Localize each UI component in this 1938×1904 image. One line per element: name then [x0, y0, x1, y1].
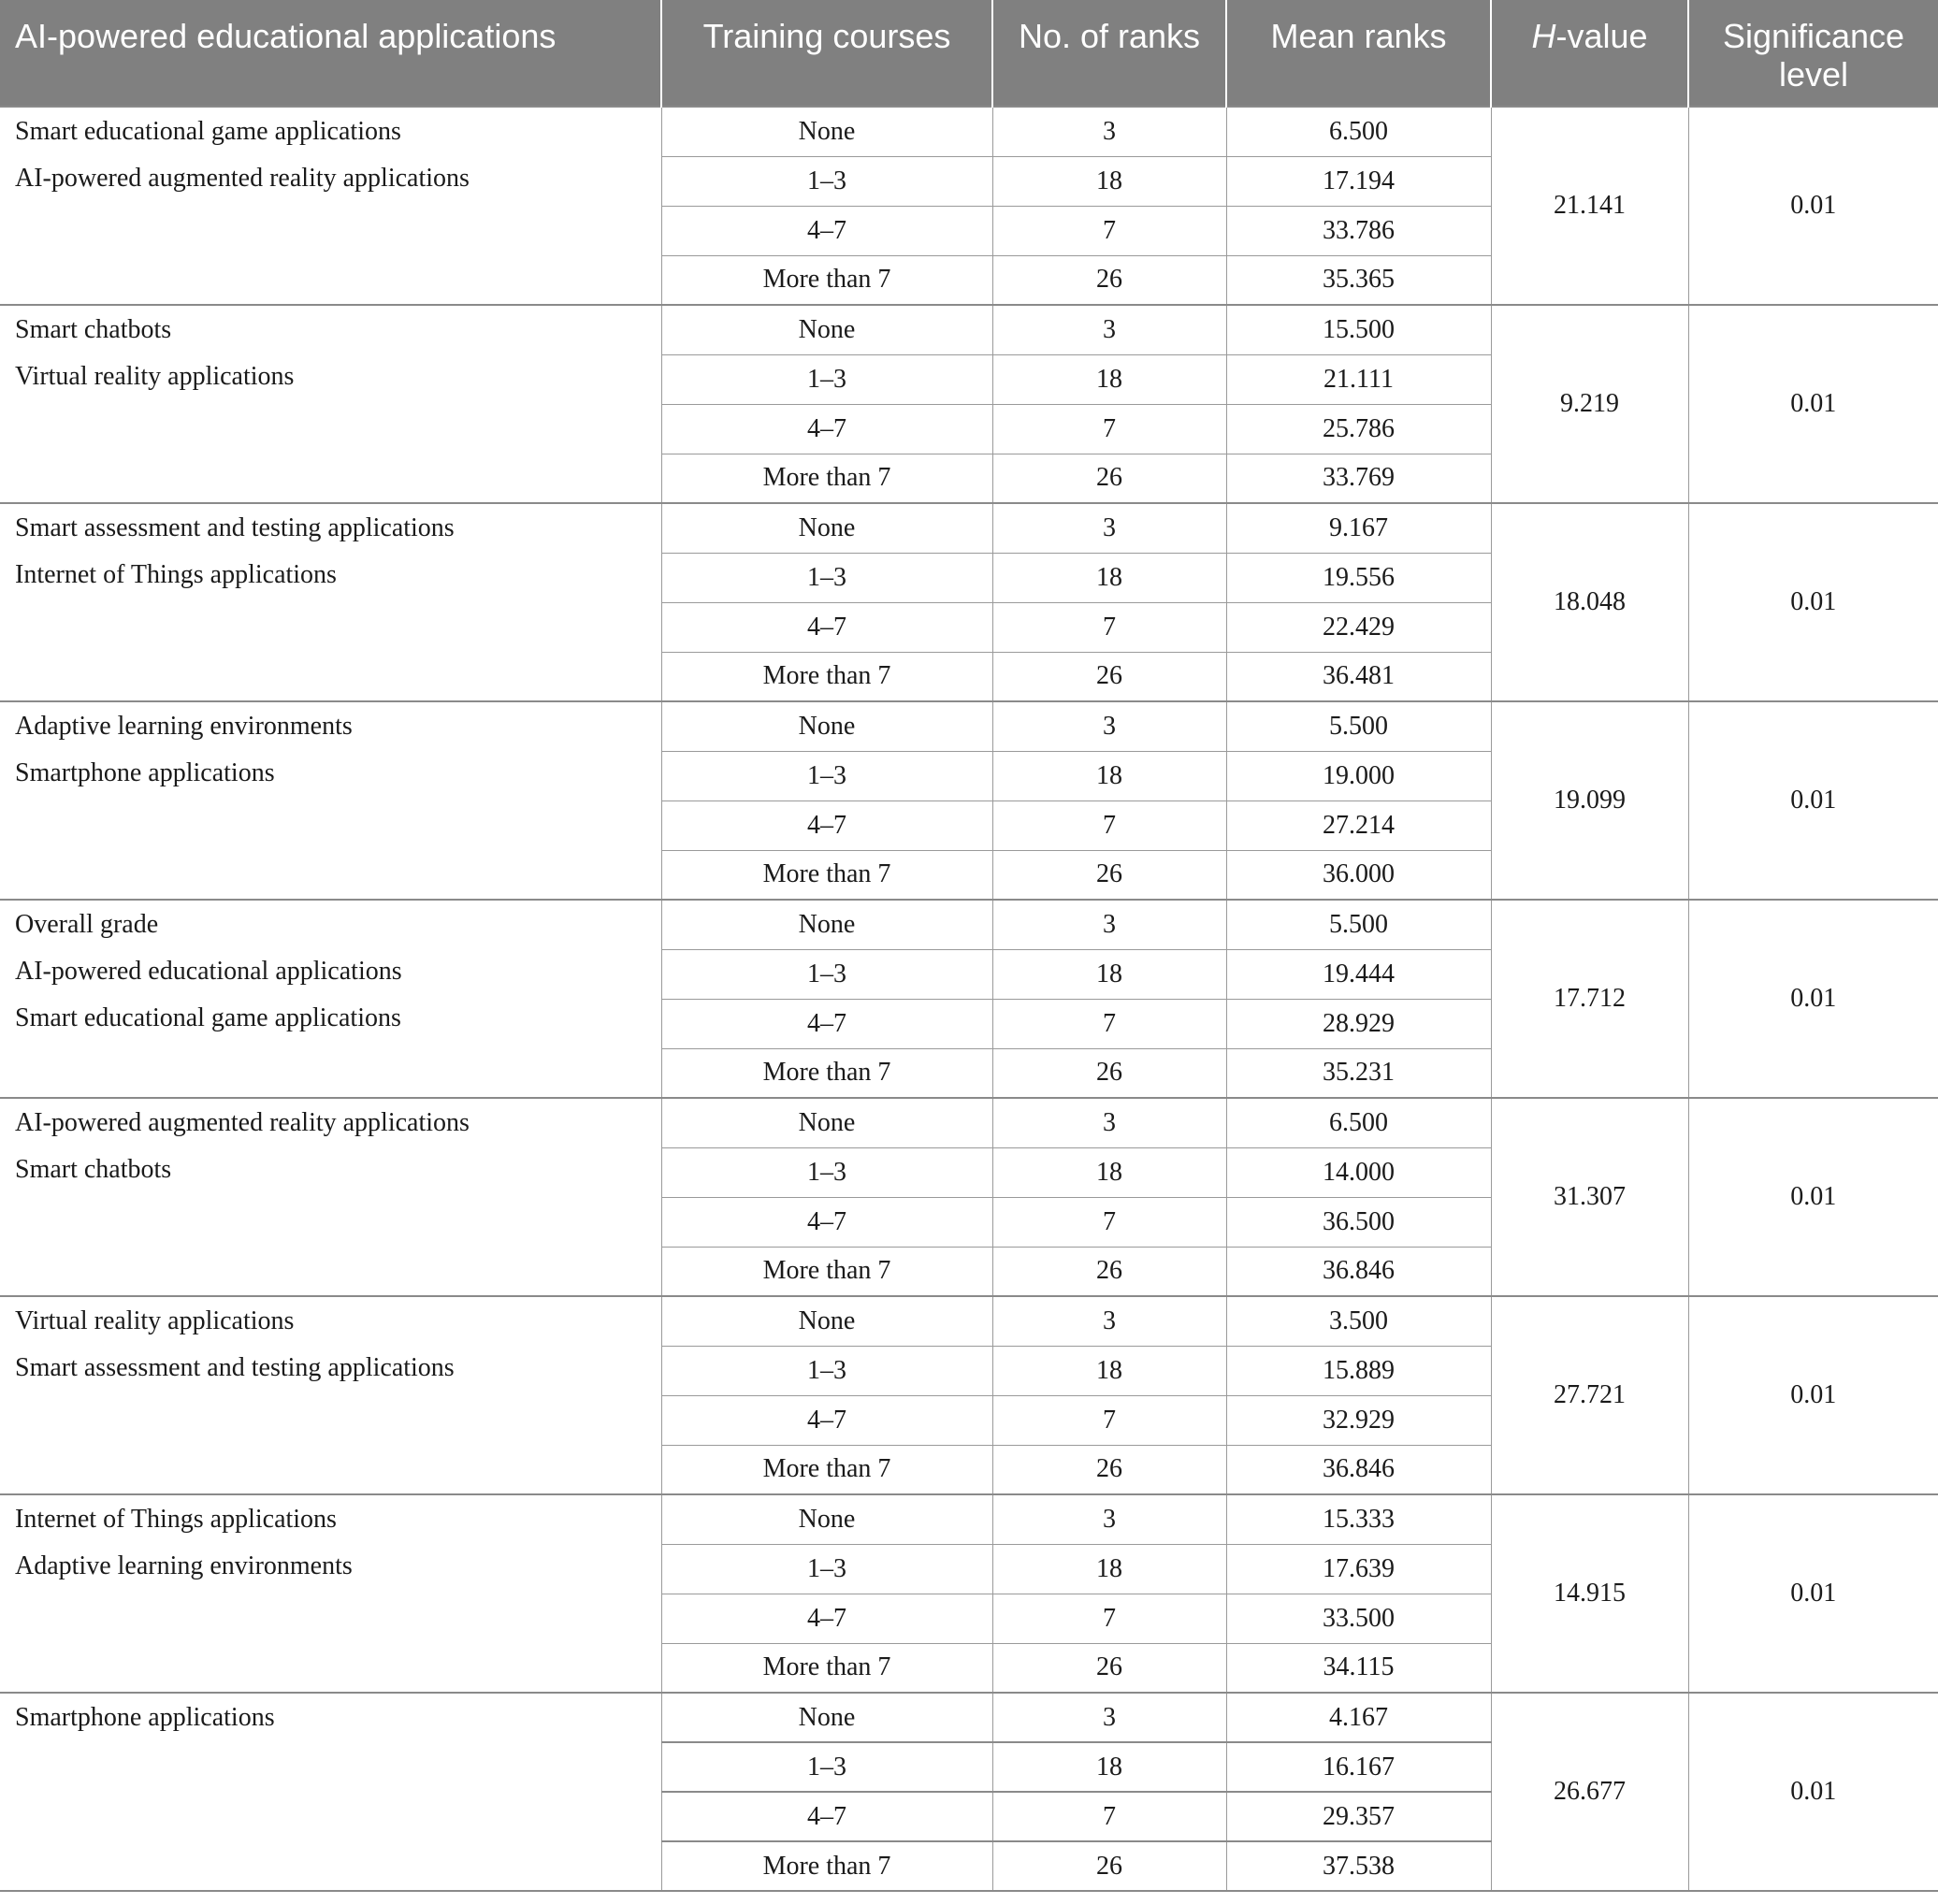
table-row	[0, 107, 1938, 156]
h-value-cell: 26.677	[1491, 1693, 1688, 1891]
no-of-ranks-cell: 18	[992, 1544, 1226, 1594]
mean-rank-cell: 33.500	[1226, 1594, 1491, 1643]
no-of-ranks-cell: 26	[992, 1643, 1226, 1693]
h-value-cell: 14.915	[1491, 1494, 1688, 1693]
header-significance-level	[1688, 0, 1938, 107]
application-cell	[0, 701, 661, 900]
training-course-cell: 1–3	[661, 949, 992, 999]
application-cell	[0, 503, 661, 701]
mean-rank-cell: 19.556	[1226, 553, 1491, 602]
no-of-ranks-cell: 3	[992, 900, 1226, 949]
training-course-cell: None	[661, 305, 992, 354]
mean-rank-cell: 17.194	[1226, 156, 1491, 206]
h-value-cell: 27.721	[1491, 1296, 1688, 1494]
application-name: AI-powered augmented reality applications	[15, 164, 470, 193]
application-cell	[0, 1098, 661, 1296]
no-of-ranks-cell: 26	[992, 1048, 1226, 1098]
header-mean-ranks: Mean ranks	[1226, 0, 1491, 107]
no-of-ranks-cell: 7	[992, 206, 1226, 255]
no-of-ranks-cell: 3	[992, 1494, 1226, 1544]
no-of-ranks-cell: 26	[992, 1445, 1226, 1494]
application-name: Smart chatbots	[15, 1155, 172, 1184]
training-course-cell: None	[661, 107, 992, 156]
application-name: Overall grade	[15, 910, 159, 939]
training-course-cell: 4–7	[661, 206, 992, 255]
table-row	[0, 305, 1938, 354]
h-value-cell: 9.219	[1491, 305, 1688, 503]
training-course-cell: 1–3	[661, 1346, 992, 1395]
mean-rank-cell: 28.929	[1226, 999, 1491, 1048]
mean-rank-cell: 9.167	[1226, 503, 1491, 553]
no-of-ranks-cell: 7	[992, 999, 1226, 1048]
training-course-cell: 4–7	[661, 999, 992, 1048]
mean-rank-cell: 15.333	[1226, 1494, 1491, 1544]
training-course-cell: 4–7	[661, 1594, 992, 1643]
training-course-cell: 1–3	[661, 751, 992, 801]
mean-rank-cell: 27.214	[1226, 801, 1491, 850]
no-of-ranks-cell: 3	[992, 305, 1226, 354]
mean-rank-cell: 34.115	[1226, 1643, 1491, 1693]
significance-cell: 0.01	[1688, 1296, 1938, 1494]
table-row	[0, 503, 1938, 553]
significance-cell: 0.01	[1688, 1693, 1938, 1891]
significance-cell: 0.01	[1688, 900, 1938, 1098]
table-row	[0, 1296, 1938, 1346]
application-name: Smart assessment and testing applications	[15, 1353, 455, 1382]
header-no-of-ranks: No. of ranks	[992, 0, 1226, 107]
mean-rank-cell: 35.365	[1226, 255, 1491, 305]
significance-cell: 0.01	[1688, 503, 1938, 701]
application-name: Smart assessment and testing applications	[15, 513, 455, 542]
mean-rank-cell: 19.444	[1226, 949, 1491, 999]
training-course-cell: More than 7	[661, 255, 992, 305]
no-of-ranks-cell: 7	[992, 1792, 1226, 1841]
no-of-ranks-cell: 18	[992, 156, 1226, 206]
no-of-ranks-cell: 18	[992, 553, 1226, 602]
training-course-cell: 1–3	[661, 156, 992, 206]
mean-rank-cell: 5.500	[1226, 701, 1491, 751]
no-of-ranks-cell: 18	[992, 1346, 1226, 1395]
no-of-ranks-cell: 26	[992, 454, 1226, 503]
training-course-cell: More than 7	[661, 1643, 992, 1693]
mean-rank-cell: 36.481	[1226, 652, 1491, 701]
no-of-ranks-cell: 7	[992, 801, 1226, 850]
header-training-courses: Training courses	[661, 0, 992, 107]
training-course-cell: None	[661, 1296, 992, 1346]
training-course-cell: More than 7	[661, 850, 992, 900]
no-of-ranks-cell: 18	[992, 1147, 1226, 1197]
mean-rank-cell: 35.231	[1226, 1048, 1491, 1098]
training-course-cell: None	[661, 701, 992, 751]
table-row	[0, 1098, 1938, 1147]
application-name: Smart educational game applications	[15, 117, 401, 146]
table-row	[0, 1693, 1938, 1742]
mean-rank-cell: 19.000	[1226, 751, 1491, 801]
training-course-cell: 1–3	[661, 1742, 992, 1792]
table-row	[0, 1494, 1938, 1544]
training-course-cell: None	[661, 1494, 992, 1544]
application-name: Adaptive learning environments	[15, 712, 353, 741]
application-name: AI-powered augmented reality applications	[15, 1108, 470, 1137]
header-h-value	[1491, 0, 1688, 107]
no-of-ranks-cell: 3	[992, 1296, 1226, 1346]
header-row	[0, 0, 1938, 107]
h-value-cell: 31.307	[1491, 1098, 1688, 1296]
application-name: Internet of Things applications	[15, 1505, 337, 1534]
mean-rank-cell: 21.111	[1226, 354, 1491, 404]
header-sig-line2: level	[1778, 55, 1849, 94]
no-of-ranks-cell: 26	[992, 652, 1226, 701]
training-course-cell: 4–7	[661, 404, 992, 454]
h-value-cell: 18.048	[1491, 503, 1688, 701]
no-of-ranks-cell: 3	[992, 1693, 1226, 1742]
mean-rank-cell: 37.538	[1226, 1841, 1491, 1891]
no-of-ranks-cell: 3	[992, 107, 1226, 156]
training-course-cell: More than 7	[661, 1445, 992, 1494]
training-course-cell: 4–7	[661, 1792, 992, 1841]
significance-cell: 0.01	[1688, 107, 1938, 305]
mean-rank-cell: 29.357	[1226, 1792, 1491, 1841]
mean-rank-cell: 36.500	[1226, 1197, 1491, 1247]
no-of-ranks-cell: 3	[992, 1098, 1226, 1147]
h-value-cell: 19.099	[1491, 701, 1688, 900]
application-cell	[0, 305, 661, 503]
application-name: Virtual reality applications	[15, 362, 295, 391]
training-course-cell: 1–3	[661, 553, 992, 602]
training-course-cell: More than 7	[661, 1048, 992, 1098]
mean-rank-cell: 4.167	[1226, 1693, 1491, 1742]
no-of-ranks-cell: 3	[992, 503, 1226, 553]
application-name: Smart educational game applications	[15, 1003, 401, 1032]
mean-rank-cell: 36.000	[1226, 850, 1491, 900]
no-of-ranks-cell: 7	[992, 1395, 1226, 1445]
mean-rank-cell: 36.846	[1226, 1445, 1491, 1494]
table-row	[0, 900, 1938, 949]
mean-rank-cell: 33.786	[1226, 206, 1491, 255]
no-of-ranks-cell: 7	[992, 602, 1226, 652]
training-course-cell: 1–3	[661, 354, 992, 404]
application-cell	[0, 1693, 661, 1891]
no-of-ranks-cell: 18	[992, 751, 1226, 801]
application-cell	[0, 1296, 661, 1494]
mean-rank-cell: 33.769	[1226, 454, 1491, 503]
mean-rank-cell: 17.639	[1226, 1544, 1491, 1594]
mean-rank-cell: 3.500	[1226, 1296, 1491, 1346]
mean-rank-cell: 5.500	[1226, 900, 1491, 949]
application-name: Smart chatbots	[15, 315, 172, 344]
training-course-cell: 4–7	[661, 1197, 992, 1247]
mean-rank-cell: 15.889	[1226, 1346, 1491, 1395]
mean-rank-cell: 32.929	[1226, 1395, 1491, 1445]
no-of-ranks-cell: 26	[992, 255, 1226, 305]
training-course-cell: None	[661, 503, 992, 553]
application-name: AI-powered educational applications	[15, 957, 402, 986]
training-course-cell: None	[661, 900, 992, 949]
significance-cell: 0.01	[1688, 305, 1938, 503]
mean-rank-cell: 6.500	[1226, 107, 1491, 156]
header-application: AI-powered educational applications	[0, 0, 661, 107]
no-of-ranks-cell: 18	[992, 1742, 1226, 1792]
training-course-cell: 1–3	[661, 1147, 992, 1197]
header-sig-line1: Significance	[1722, 17, 1905, 55]
training-course-cell: 4–7	[661, 1395, 992, 1445]
mean-rank-cell: 15.500	[1226, 305, 1491, 354]
no-of-ranks-cell: 7	[992, 404, 1226, 454]
no-of-ranks-cell: 7	[992, 1197, 1226, 1247]
header-h-suffix: -value	[1555, 17, 1648, 55]
training-course-cell: More than 7	[661, 1841, 992, 1891]
training-course-cell: 1–3	[661, 1544, 992, 1594]
no-of-ranks-cell: 18	[992, 949, 1226, 999]
application-name: Virtual reality applications	[15, 1306, 295, 1335]
application-cell	[0, 107, 661, 305]
application-name: Smartphone applications	[15, 758, 275, 787]
mean-rank-cell: 25.786	[1226, 404, 1491, 454]
application-cell	[0, 900, 661, 1098]
significance-cell: 0.01	[1688, 701, 1938, 900]
no-of-ranks-cell: 26	[992, 1247, 1226, 1296]
table-row	[0, 701, 1938, 751]
h-value-cell: 17.712	[1491, 900, 1688, 1098]
no-of-ranks-cell: 3	[992, 701, 1226, 751]
training-course-cell: More than 7	[661, 652, 992, 701]
no-of-ranks-cell: 26	[992, 850, 1226, 900]
mean-rank-cell: 14.000	[1226, 1147, 1491, 1197]
training-course-cell: 4–7	[661, 602, 992, 652]
training-course-cell: More than 7	[661, 454, 992, 503]
training-course-cell: More than 7	[661, 1247, 992, 1296]
h-value-cell: 21.141	[1491, 107, 1688, 305]
mean-rank-cell: 6.500	[1226, 1098, 1491, 1147]
training-course-cell: None	[661, 1693, 992, 1742]
significance-cell: 0.01	[1688, 1098, 1938, 1296]
mean-rank-cell: 36.846	[1226, 1247, 1491, 1296]
header-h-letter: H	[1531, 17, 1556, 55]
no-of-ranks-cell: 7	[992, 1594, 1226, 1643]
application-name: Internet of Things applications	[15, 560, 337, 589]
application-cell	[0, 1494, 661, 1693]
mean-rank-cell: 16.167	[1226, 1742, 1491, 1792]
no-of-ranks-cell: 26	[992, 1841, 1226, 1891]
training-course-cell: None	[661, 1098, 992, 1147]
mean-rank-cell: 22.429	[1226, 602, 1491, 652]
application-name: Smartphone applications	[15, 1703, 275, 1732]
table-body	[0, 107, 1938, 1891]
no-of-ranks-cell: 18	[992, 354, 1226, 404]
significance-cell: 0.01	[1688, 1494, 1938, 1693]
training-course-cell: 4–7	[661, 801, 992, 850]
application-name: Adaptive learning environments	[15, 1551, 353, 1580]
